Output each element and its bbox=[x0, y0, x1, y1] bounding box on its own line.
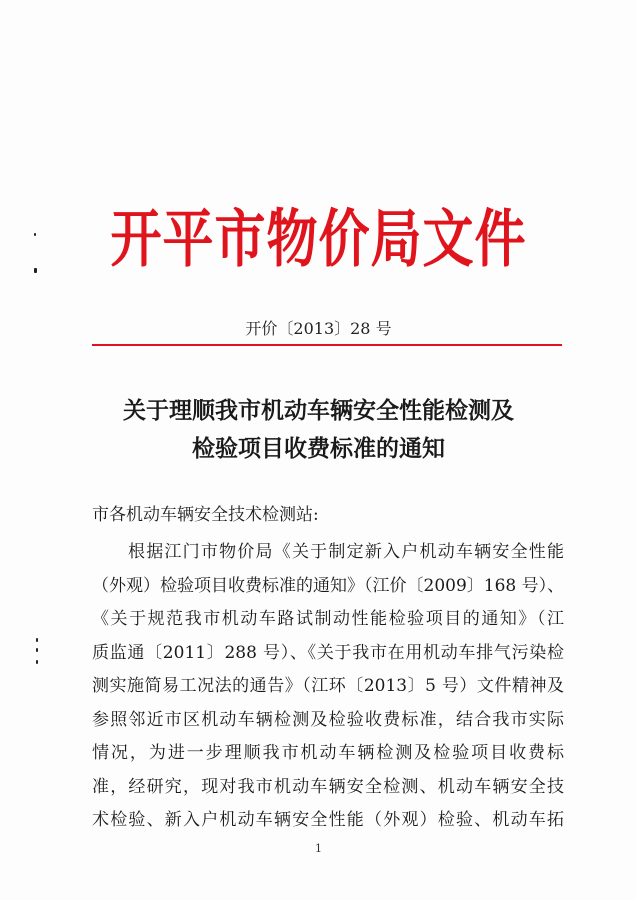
body-line: 根据江门市物价局《关于制定新入户机动车辆安全性能 bbox=[128, 542, 564, 562]
body-line: （外观）检验项目收费标准的通知》（江价〔2009〕168 号）、 bbox=[92, 575, 565, 596]
issuing-authority-title: 开平市物价局文件 bbox=[110, 203, 527, 277]
notice-title-line: 关于理顺我市机动车辆安全性能检测及 bbox=[123, 398, 514, 424]
notice-title bbox=[0, 392, 637, 468]
red-divider-line bbox=[92, 344, 562, 346]
body-line: 测实施简易工况法的通告》（江环〔2013〕5 号）文件精神及 bbox=[92, 676, 564, 696]
body-line: 参照邻近市区机动车辆检测及检验收费标准，结合我市实际 bbox=[92, 709, 564, 730]
binding-mark bbox=[36, 660, 38, 664]
document-number: 开价〔2013〕28 号 bbox=[245, 319, 392, 338]
notice-title-line: 检验项目收费标准的通知 bbox=[192, 436, 445, 462]
body-line: 情况，为进一步理顺我市机动车辆检测及检验项目收费标 bbox=[92, 743, 564, 763]
body-line: 质监通〔2011〕288 号）、《关于我市在用机动车排气污染检 bbox=[92, 642, 564, 663]
binding-mark bbox=[36, 648, 38, 652]
salutation: 市各机动车辆安全技术检测站: bbox=[92, 505, 319, 525]
body-line: 《关于规范我市机动车路试制动性能检验项目的通知》（江 bbox=[92, 609, 564, 629]
page-number: 1 bbox=[315, 842, 322, 855]
body-line: 术检验、新入户机动车辆安全性能（外观）检验、机动车拓 bbox=[92, 810, 564, 830]
body-line: 准，经研究，现对我市机动车辆安全检测、机动车辆安全技 bbox=[92, 776, 564, 797]
body-text bbox=[92, 536, 564, 838]
binding-mark bbox=[36, 638, 38, 642]
